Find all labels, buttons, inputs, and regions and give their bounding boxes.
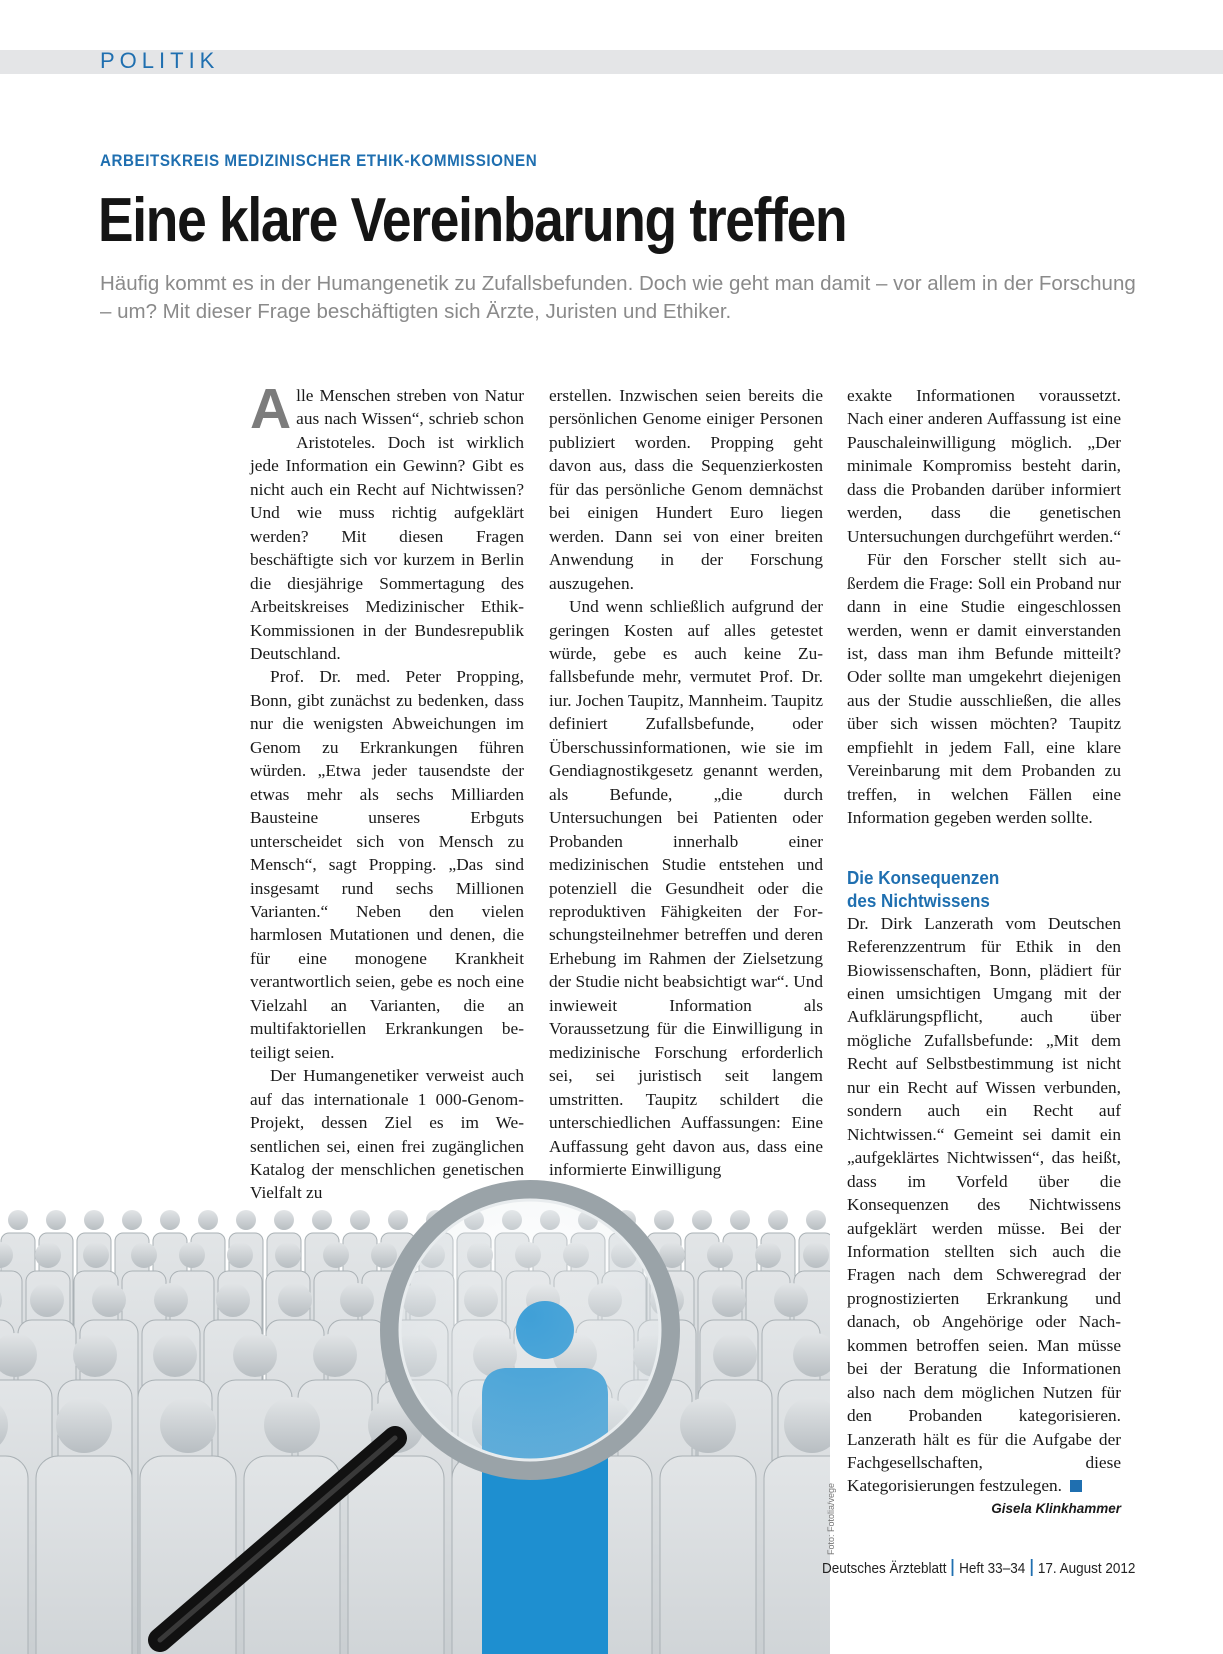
article-column-3 — [847, 384, 1121, 1520]
article-lead: Häufig kommt es in der Humangenetik zu Zufallsbefunden. Doch wie geht man damit – vor allem in der Forschung – um? Mit dieser Frage beschäftigten sich Ärzte, Juristen und Ethiker. — [100, 272, 1136, 323]
subheading — [847, 866, 1099, 912]
body-paragraph: lle Menschen streben von Natur aus nach Wissen“, schrieb schon Aristoteles. Doch ist wirklich jede Information ein Gewinn? Gibt es nicht auch ein Recht auf Nichtwissen? Und wie muss richtig aufgeklärt werden? Mit diesen Fragen beschäftigte sich vor kurzem in Berlin die diesjährige Sommertagung des Arbeitskreises Medizinischer Ethik-Kommissionen in der Bundesrepublik Deutschland. — [250, 386, 524, 663]
body-paragraph: exakte Informationen voraussetzt. Nach einer anderen Auffassung ist eine Pauschaleinwilligung möglich. „Der minimale Kompromiss besteht darin, dass die Probanden darüber informiert werden, dass die genetischen Untersuchungen durchgeführt werden.“ — [847, 386, 1121, 546]
body-paragraph: Dr. Dirk Lanzerath vom Deutschen Referenzzentrum für Ethik in den Biowissenschaften, Bonn, plädiert für einen umsichtigen Umgang mit der Aufklärungspflicht, auch über mögliche Zufallsbefunde: „Mit dem Recht auf Selbstbestimmung ist nicht nur ein Recht auf Wissen verbunden, sondern auch ein Recht auf Nichtwissen.“ Gemeint sei damit ein „aufgeklärtes Nichtwissen“, das heißt, dass im Vorfeld über die Konsequenzen des Nichtwissens aufgeklärt werden müsse. Bei der Information stellten sich auch die Fragen nach dem Schweregrad der prognostizierten Erkrankung und danach, ob Angehörige oder Nachkommen betroffen seien. Man müsse bei der Beratung die Informationen also nach dem möglichen Nutzen für den Probanden kategorisieren. Lanzerath hält es für die Aufgabe der Fachgesellschaften, diese Kategorisierungen festzulegen. — [847, 913, 1121, 1496]
article-kicker: ARBEITSKREIS MEDIZINISCHER ETHIK-KOMMISSIONEN — [100, 152, 538, 170]
issue-date: 17. August 2012 — [1037, 1560, 1136, 1577]
article-column-2 — [549, 384, 823, 1181]
body-paragraph: Und wenn schließlich aufgrund der geringen Kosten auf alles getestet würde, gebe es auch keine Zufallsbefunde mehr, vermutet Prof. Dr. iur. Jochen Taupitz, Mannheim. Taupitz definiert Zufallsbefunde, oder Überschussinformationen, wie sie im Gendiagnostikgesetz genannt werden, als Befunde, „die durch Untersuchungen bei Patienten oder Probanden innerhalb einer medizinischen Studie entstehen und potenziell die Gesundheit oder die reproduktiven Fähigkeiten der Forschungsteilnehmer betreffen und deren Erhebung im Rahmen der Zielsetzung der Studie nicht beabsichtigt war“. Und inwieweit Information als Voraussetzung für die Einwilligung in medizinische Forschung erforderlich sei, sei juristisch seit langem umstritten. Taupitz schildert die unterschiedlichen Auffassungen: Eine Auffassung geht davon aus, dass eine informierte Einwilligung — [549, 597, 823, 1179]
page-footer — [822, 1559, 1135, 1581]
article-column-1 — [250, 377, 524, 1205]
body-paragraph: Der Humangenetiker verweist auch auf das internationale 1 000-Genom-Projekt, dessen Ziel es im Wesentlichen sei, einen frei zugänglichen Katalog der menschlichen genetischen Vielfalt zu — [250, 1066, 524, 1203]
article-headline: Eine klare Vereinbarung treffen — [98, 186, 847, 255]
body-paragraph: erstellen. Inzwischen seien bereits die persönlichen Genome einiger Personen publiziert worden. Propping geht davon aus, dass die Sequenzierkosten für das persönliche Genom demnächst bei einigen Hundert Euro liegen werden. Dann sei von einer breiten Anwendung in der Forschung auszugehen. — [549, 386, 823, 593]
journal-name: Deutsches Ärzteblatt — [822, 1560, 947, 1577]
issue-number: Heft 33–34 — [959, 1560, 1026, 1577]
body-paragraph: Für den Forscher stellt sich außerdem die Frage: Soll ein Proband nur dann in eine Studie eingeschlossen werden, wenn er damit einverstanden ist, dass man ihm Befunde mitteilt? Oder sollte man umgekehrt diejenigen aus der Studie ausschließen, die alles über sich wissen möchten? Taupitz empfiehlt in jedem Fall, eine klare Vereinbarung mit dem Probanden zu treffen, in welchen Fällen eine Information gegeben werden sollte. — [847, 550, 1121, 828]
drop-cap: A — [250, 377, 292, 441]
subheading-line: Die Konsequenzen — [847, 866, 1000, 888]
end-mark-icon — [1070, 1480, 1082, 1492]
crowd-magnifier-illustration — [0, 1180, 830, 1654]
footer-separator — [1031, 1559, 1033, 1576]
body-paragraph: Prof. Dr. med. Peter Propping, Bonn, gibt zunächst zu bedenken, dass nur die wenigsten Abweichungen im Genom zu Erkrankungen führen würden. „Etwa jeder tausendste der etwas mehr als sechs Milliarden Bausteine unseres Erbguts unterscheidet sich von Mensch zu Mensch“, sagt Propping. „Das sind insgesamt rund sechs Millionen Varianten.“ Neben den vielen harmlosen Mutationen und denen, die für eine monogene Krankheit verantwortlich seien, gebe es noch eine Vielzahl an Varianten, die an multifaktoriellen Erkrankungen beteiligt seien. — [250, 667, 524, 1062]
section-label: POLITIK — [100, 48, 220, 73]
subheading-line: des Nichtwissens — [847, 889, 990, 911]
author-byline: Gisela Klinkhammer — [991, 1500, 1121, 1516]
footer-separator — [952, 1559, 954, 1576]
photo-credit: Foto: Fotolia/vege — [826, 1482, 836, 1555]
